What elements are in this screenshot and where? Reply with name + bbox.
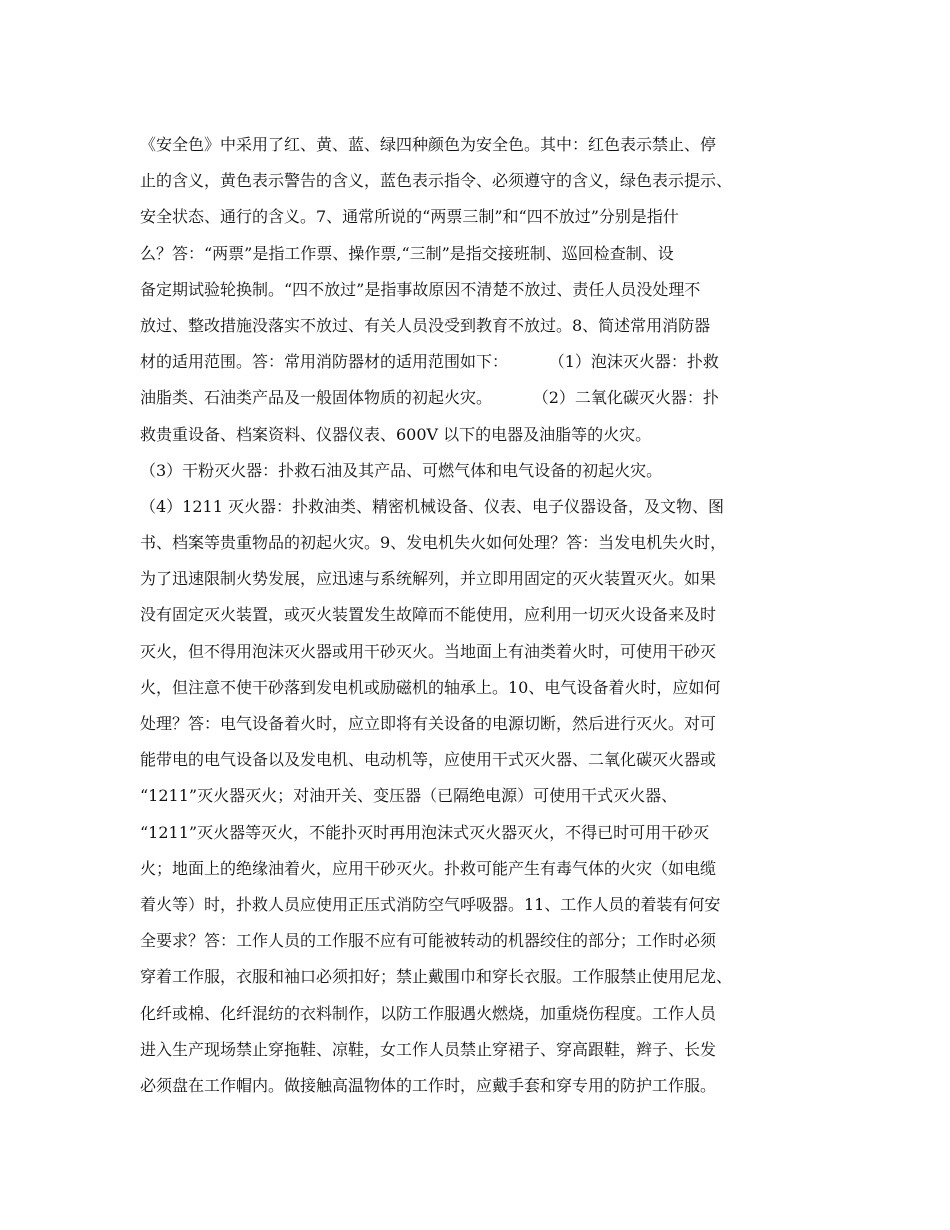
text-line: （3）干粉灭火器：扑救石油及其产品、可燃气体和电气设备的初起火灾。 [140, 460, 663, 480]
text-line: 备定期试验轮换制。“四不放过”是指事故原因不清楚不放过、责任人员没处理不 [140, 279, 701, 299]
text-line: 化纤或棉、化纤混纺的衣料制作，以防工作服遇火燃烧，加重烧伤程度。工作人员 [140, 1003, 717, 1023]
text-line: “1211”灭火器灭火；对油开关、变压器（已隔绝电源）可使用干式灭火器、 [140, 786, 678, 806]
body-text [140, 127, 820, 1104]
text-line: 灭火，但不得用泡沫灭火器或用干砂灭火。当地面上有油类着火时，可使用干砂灭 [140, 641, 717, 661]
text-line: 救贵重设备、档案资料、仪器仪表、600V 以下的电器及油脂等的火灾。 [140, 424, 652, 444]
text-line: 么？答：“两票”是指工作票、操作票,“三制”是指交接班制、巡回检查制、设 [140, 243, 674, 263]
text-line: 书、档案等贵重物品的初起火灾。9、发电机失火如何处理？答：当发电机失火时， [140, 533, 727, 553]
text-line: 止的含义，黄色表示警告的含义，蓝色表示指令、必须遵守的含义，绿色表示提示、 [140, 171, 733, 191]
text-line: 能带电的电气设备以及发电机、电动机等，应使用干式灭火器、二氧化碳灭火器或 [140, 750, 717, 770]
text-line: 全要求？答：工作人员的工作服不应有可能被转动的机器绞住的部分；工作时必须 [140, 931, 717, 951]
text-line: “1211”灭火器等灭火，不能扑灭时再用泡沫式灭火器灭火，不得已时可用干砂灭 [140, 822, 710, 842]
text-line: 穿着工作服，衣服和袖口必须扣好；禁止戴围巾和穿长衣服。工作服禁止使用尼龙、 [140, 967, 733, 987]
text-line: 着火等）时，扑救人员应使用正压式消防空气呼吸器。11、工作人员的着装有何安 [140, 894, 721, 914]
text-line: 油脂类、石油类产品及一般固体物质的初起火灾。 （2）二氧化碳灭火器：扑 [140, 388, 719, 408]
text-line: 火；地面上的绝缘油着火，应用干砂灭火。扑救可能产生有毒气体的火灾（如电缆 [140, 858, 717, 878]
text-line: 必须盘在工作帽内。做接触高温物体的工作时，应戴手套和穿专用的防护工作服。 [140, 1075, 717, 1095]
text-line: 火，但注意不使干砂落到发电机或励磁机的轴承上。10、电气设备着火时，应如何 [140, 677, 721, 697]
text-line: 安全状态、通行的含义。7、通常所说的“两票三制”和“四不放过”分别是指什 [140, 207, 679, 227]
text-line: 为了迅速限制火势发展，应迅速与系统解列，并立即用固定的灭火装置灭火。如果 [140, 569, 717, 589]
text-line: 放过、整改措施没落实不放过、有关人员没受到教育不放过。8、简述常用消防器 [140, 315, 711, 335]
text-line: 没有固定灭火装置，或灭火装置发生故障而不能使用，应利用一切灭火设备来及时 [140, 605, 717, 625]
text-line: 《安全色》中采用了红、黄、蓝、绿四种颜色为安全色。其中：红色表示禁止、停 [140, 135, 717, 154]
text-line: （4）1211 灭火器：扑救油类、精密机械设备、仪表、电子仪器设备，及文物、图 [140, 496, 724, 516]
text-line: 进入生产现场禁止穿拖鞋、凉鞋，女工作人员禁止穿裙子、穿高跟鞋，辫子、长发 [140, 1039, 717, 1059]
text-line: 处理？答：电气设备着火时，应立即将有关设备的电源切断，然后进行灭火。对可 [140, 714, 717, 733]
text-line: 材的适用范围。答：常用消防器材的适用范围如下： （1）泡沫灭火器：扑救 [140, 352, 719, 372]
